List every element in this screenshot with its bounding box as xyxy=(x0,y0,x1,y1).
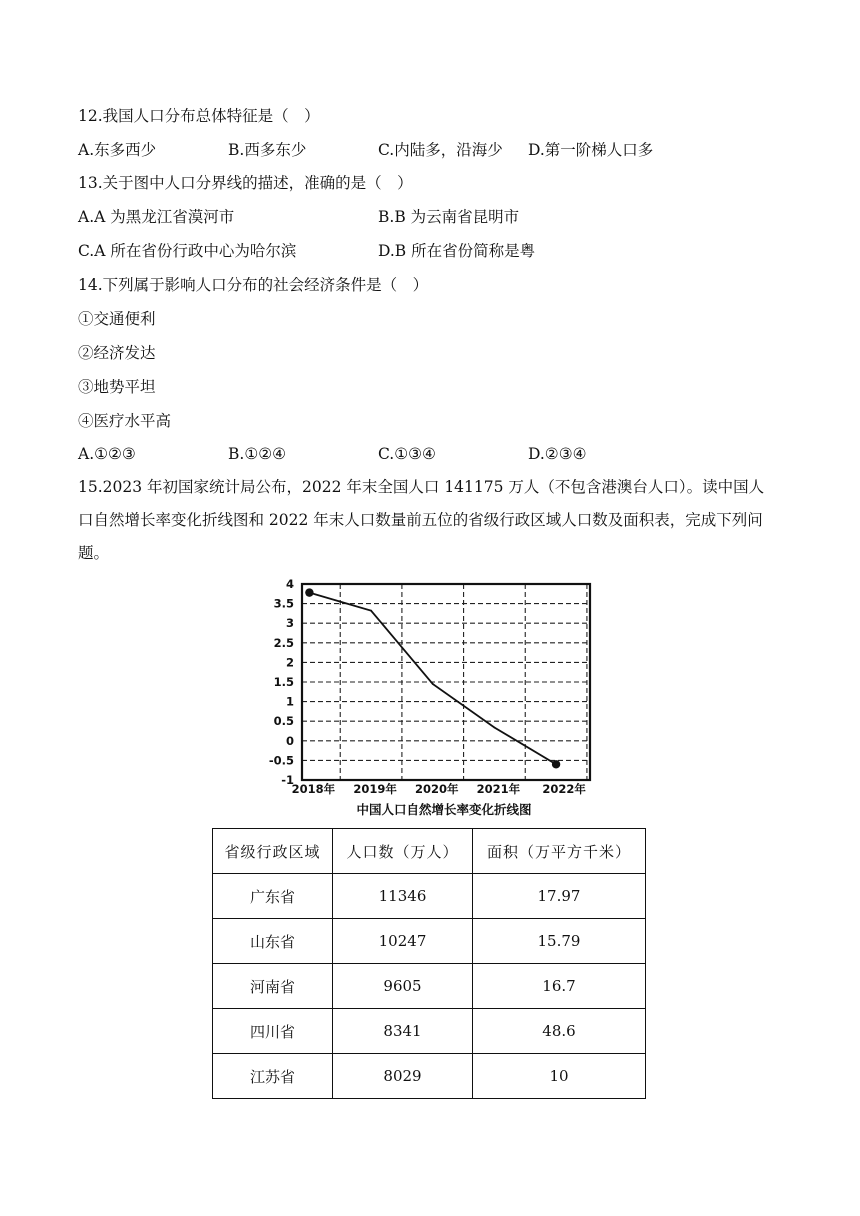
data-point xyxy=(305,588,313,596)
q13-option-c: C.A 所在省份行政中心为哈尔滨 xyxy=(78,242,297,260)
q14-item-4: ④医疗水平高 xyxy=(78,412,172,430)
table-header-row xyxy=(213,829,646,874)
table-cell-region: 山东省 xyxy=(213,919,333,964)
table-cell-area: 48.6 xyxy=(473,1009,646,1054)
x-tick-label: 2021年 xyxy=(476,782,521,796)
series-line xyxy=(309,593,556,765)
q14-option-d: D.②③④ xyxy=(528,445,587,463)
q14-option-b: B.①②④ xyxy=(228,445,287,463)
q12-option-b: B.西多东少 xyxy=(228,141,307,159)
q12-option-a: A.东多西少 xyxy=(78,141,157,159)
table-cell-population: 9605 xyxy=(333,964,473,1009)
y-tick-label: 3.5 xyxy=(273,596,294,611)
table-cell-population: 8341 xyxy=(333,1009,473,1054)
chart-caption: 中国人口自然增长率变化折线图 xyxy=(356,802,532,817)
table-header-cell: 面积（万平方千米） xyxy=(473,829,646,874)
table-row xyxy=(213,1009,646,1054)
table-row xyxy=(213,1054,646,1099)
x-tick-label: 2019年 xyxy=(353,782,397,796)
data-point xyxy=(370,610,372,612)
table-cell-area: 15.79 xyxy=(473,919,646,964)
table-header-cell: 人口数（万人） xyxy=(333,829,473,874)
q14-item-3: ③地势平坦 xyxy=(78,378,156,396)
y-tick-label: 1 xyxy=(285,694,294,709)
y-tick-label: 0 xyxy=(285,733,294,748)
table-row xyxy=(213,874,646,919)
table-row xyxy=(213,919,646,964)
table-cell-region: 江苏省 xyxy=(213,1054,333,1099)
y-tick-label: -0.5 xyxy=(268,753,294,768)
province-population-table xyxy=(212,828,646,1099)
q15-intro: 15.2023 年初国家统计局公布，2022 年末全国人口 141175 万人（不包含港澳台人口）。读中国人口自然增长率变化折线图和 2022 年末人口数量前五位的省级行政区域人口数及面积表，完成下列问题。 xyxy=(78,478,765,562)
table-cell-population: 8029 xyxy=(333,1054,473,1099)
q14-option-a: A.①②③ xyxy=(78,445,136,463)
x-tick-label: 2022年 xyxy=(542,782,586,796)
table-cell-area: 16.7 xyxy=(473,964,646,1009)
data-point xyxy=(552,760,560,768)
table-header-cell: 省级行政区域 xyxy=(213,829,333,874)
table-cell-region: 广东省 xyxy=(213,874,333,919)
y-tick-label: 1.5 xyxy=(273,675,294,689)
y-tick-label: 3 xyxy=(285,616,294,631)
y-tick-label: 4 xyxy=(285,578,294,591)
q13-stem: 13.关于图中人口分界线的描述，准确的是（ ） xyxy=(78,174,413,192)
q13-option-d: D.B 所在省份简称是粤 xyxy=(378,242,536,260)
table-row xyxy=(213,964,646,1009)
q12-option-c: C.内陆多，沿海少 xyxy=(378,141,503,159)
data-point xyxy=(432,683,434,685)
y-tick-label: -1 xyxy=(281,773,294,787)
q12-stem: 12.我国人口分布总体特征是（ ） xyxy=(78,107,320,125)
growth-rate-line-chart xyxy=(268,578,600,800)
q14-item-1: ①交通便利 xyxy=(78,310,156,328)
table-cell-area: 10 xyxy=(473,1054,646,1099)
x-tick-label: 2018年 xyxy=(291,782,336,796)
table-cell-population: 10247 xyxy=(333,919,473,964)
y-tick-label: 2 xyxy=(285,655,294,670)
data-point xyxy=(494,727,496,729)
y-tick-label: 0.5 xyxy=(273,714,294,729)
q14-option-c: C.①③④ xyxy=(378,445,436,463)
q13-option-a: A.A 为黑龙江省漠河市 xyxy=(78,208,235,226)
q13-option-b: B.B 为云南省昆明市 xyxy=(378,208,520,226)
table-cell-region: 河南省 xyxy=(213,964,333,1009)
table-cell-population: 11346 xyxy=(333,874,473,919)
x-tick-label: 2020年 xyxy=(414,782,459,796)
q14-item-2: ②经济发达 xyxy=(78,344,156,362)
y-tick-label: 2.5 xyxy=(273,635,294,650)
q12-option-d: D.第一阶梯人口多 xyxy=(528,141,654,159)
table-cell-area: 17.97 xyxy=(473,874,646,919)
table-cell-region: 四川省 xyxy=(213,1009,333,1054)
q14-stem: 14.下列属于影响人口分布的社会经济条件是（ ） xyxy=(78,276,429,294)
